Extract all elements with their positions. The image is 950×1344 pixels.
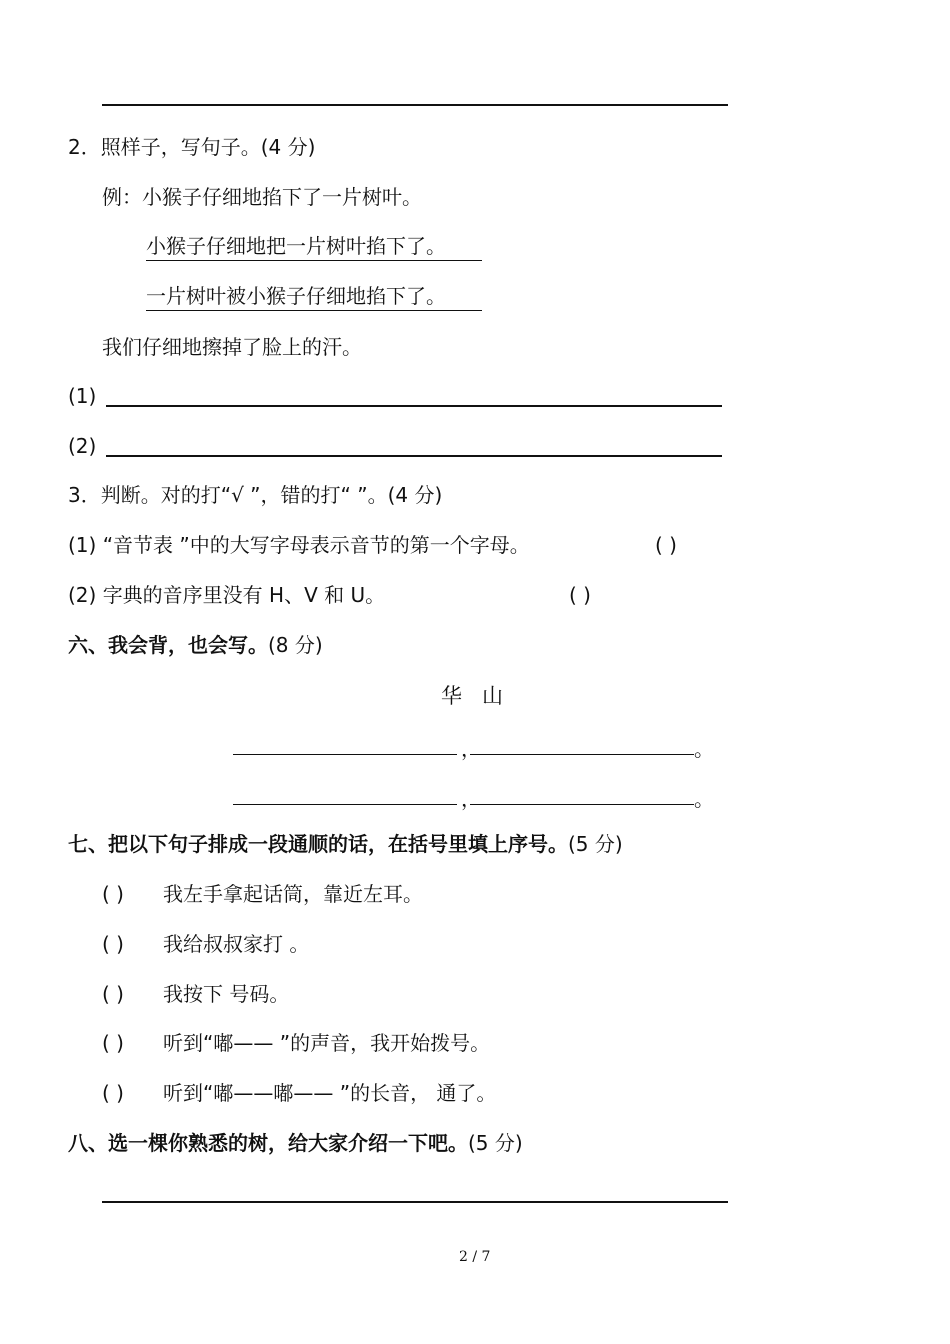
- order-sentence-2: 我给叔叔家打 。: [163, 932, 310, 956]
- q2-example: 例：小猴子仔细地掐下了一片树叶。: [102, 185, 422, 209]
- q2-blank-1-answer-line[interactable]: [106, 405, 722, 407]
- poem-line-1-period: 。: [694, 737, 714, 761]
- poem-line-2-comma: ，: [461, 787, 481, 811]
- poem-line-1-blank-b[interactable]: [470, 754, 694, 755]
- q3-item-2: (2) 字典的音序里没有 H、V 和 U。: [68, 583, 386, 607]
- q3-item-1-answer-paren[interactable]: ( ): [655, 533, 677, 557]
- q2-example-answer-1-underline: [146, 260, 482, 261]
- q2-blank-1-label: (1): [68, 384, 97, 408]
- q2-prompt-sentence: 我们仔细地擦掉了脸上的汗。: [102, 335, 362, 359]
- q2-blank-2-answer-line[interactable]: [106, 455, 722, 457]
- order-sentence-4: 听到“嘟—— ”的声音，我开始拨号。: [163, 1031, 491, 1055]
- q2-example-answer-2-underline: [146, 310, 482, 311]
- poem-line-1-comma: ，: [461, 737, 481, 761]
- order-paren-2[interactable]: ( ): [102, 932, 124, 956]
- section-6-heading-text: 六、我会背，也会写。: [68, 633, 268, 657]
- order-paren-4[interactable]: ( ): [102, 1031, 124, 1055]
- q3-item-1: (1) “音节表 ”中的大写字母表示音节的第一个字母。: [68, 533, 530, 557]
- q2-heading: 2．照样子，写句子。(4 分): [68, 135, 316, 159]
- poem-line-1-blank-a[interactable]: [233, 754, 457, 755]
- section-6-score: (8 分): [268, 633, 323, 657]
- section-8-heading-text: 八、选一棵你熟悉的树，给大家介绍一下吧。: [68, 1131, 468, 1155]
- order-sentence-1: 我左手拿起话筒，靠近左耳。: [163, 882, 423, 906]
- order-sentence-3: 我按下 号码。: [163, 982, 290, 1006]
- order-paren-5[interactable]: ( ): [102, 1081, 124, 1105]
- order-paren-3[interactable]: ( ): [102, 982, 124, 1006]
- poem-title: 华山: [441, 684, 523, 708]
- section-6-heading: [68, 632, 323, 658]
- section-7-heading-text: 七、把以下句子排成一段通顺的话，在括号里填上序号。: [68, 832, 568, 856]
- answer-line-top[interactable]: [102, 104, 728, 106]
- page-number: 2 / 7: [459, 1249, 491, 1265]
- section-8-answer-line[interactable]: [102, 1201, 728, 1203]
- poem-line-2-period: 。: [694, 787, 714, 811]
- poem-line-2-blank-a[interactable]: [233, 804, 457, 805]
- section-7-score: (5 分): [568, 832, 623, 856]
- section-8-heading: [68, 1130, 523, 1156]
- section-8-score: (5 分): [468, 1131, 523, 1155]
- q3-item-2-answer-paren[interactable]: ( ): [569, 583, 591, 607]
- order-paren-1[interactable]: ( ): [102, 882, 124, 906]
- q2-example-answer-1: 小猴子仔细地把一片树叶掐下了。: [146, 234, 446, 258]
- order-sentence-5: 听到“嘟——嘟—— ”的长音， 通了。: [163, 1081, 497, 1105]
- poem-line-2-blank-b[interactable]: [470, 804, 694, 805]
- q2-example-answer-2: 一片树叶被小猴子仔细地掐下了。: [146, 284, 446, 308]
- q3-heading: 3．判断。对的打“√ ”，错的打“ ”。(4 分): [68, 483, 443, 507]
- section-7-heading: [68, 831, 623, 857]
- q2-blank-2-label: (2): [68, 434, 97, 458]
